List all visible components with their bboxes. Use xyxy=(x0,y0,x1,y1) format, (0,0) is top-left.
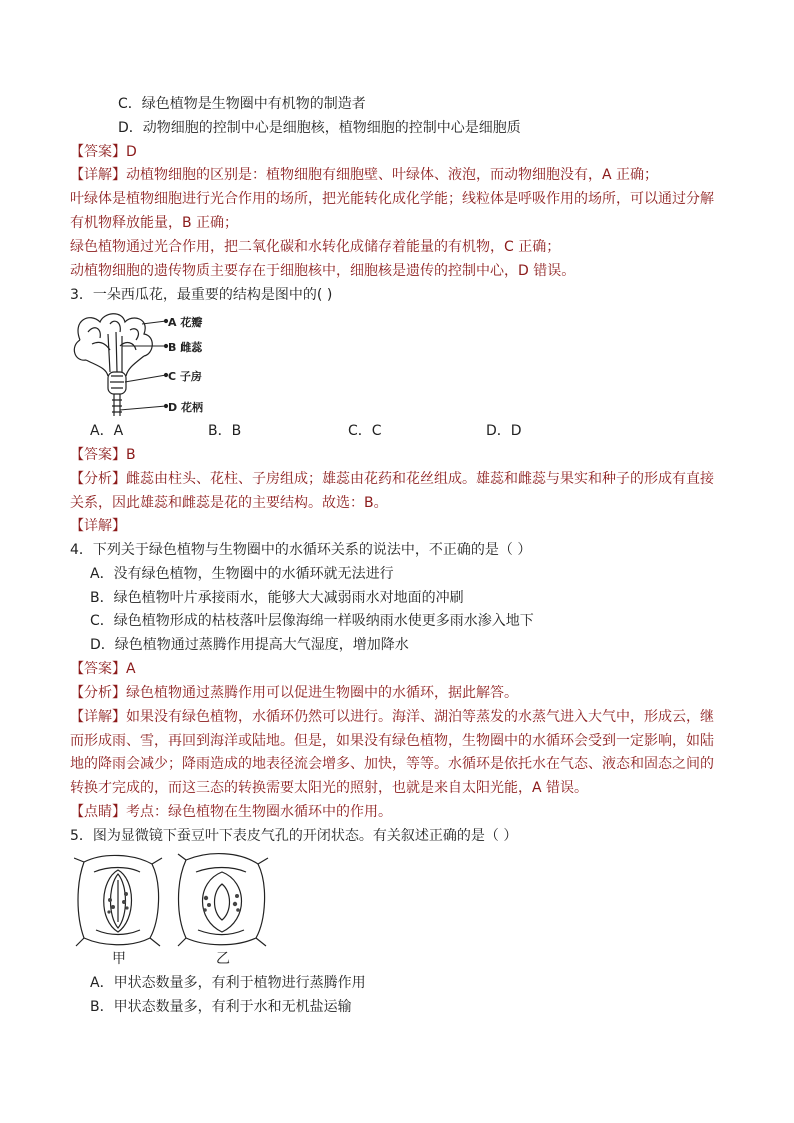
label-petal: A 花瓣 xyxy=(168,316,203,329)
q2-option-d: D．动物细胞的控制中心是细胞核，植物细胞的控制中心是细胞质 xyxy=(118,120,521,136)
q4-detail-line-2: 而形成雨、雪，再回到海洋或陆地。但是，如果没有绿色植物，生物圈中的水循环会受到一定影响，如陆 xyxy=(70,733,714,749)
q4-analysis xyxy=(70,683,518,703)
q5-option-b: B．甲状态数量多，有利于水和无机盐运输 xyxy=(90,999,352,1015)
q3-detail-tag: 【详解】 xyxy=(70,518,126,534)
answer-tag: 【答案】 xyxy=(70,447,126,463)
label-yi: 乙 xyxy=(216,951,230,967)
q2-answer xyxy=(70,142,137,162)
analysis-tag: 【分析】 xyxy=(70,685,126,701)
q3-option-d: D．D xyxy=(486,423,522,439)
label-stalk: D 花柄 xyxy=(168,401,203,414)
detail-text: 如果没有绿色植物，水循环仍然可以进行。海洋、湖泊等蒸发的水蒸气进入大气中，形成云，继 xyxy=(126,709,714,725)
q3-answer xyxy=(70,445,136,465)
q4-question: 4．下列关于绿色植物与生物圈中的水循环关系的说法中，不正确的是（ ） xyxy=(70,542,532,558)
answer-tag: 【答案】 xyxy=(70,144,126,160)
detail-text: 动植物细胞的区别是：植物细胞有细胞壁、叶绿体、液泡，而动物细胞没有，A 正确； xyxy=(126,167,659,183)
label-ovary: C 子房 xyxy=(168,370,202,383)
q2-detail-line-5: 动植物细胞的遗传物质主要存在于细胞核中，细胞核是遗传的控制中心，D 错误。 xyxy=(70,263,576,279)
q4-option-a: A．没有绿色植物，生物圈中的水循环就无法进行 xyxy=(90,566,394,582)
stomata-drawing xyxy=(74,850,274,950)
q4-detail-line-3: 地的降雨会减少；降雨造成的地表径流会增多、加快，等等。水循环是依托水在气态、液态和固态之间的 xyxy=(70,756,714,772)
analysis-text: 绿色植物通过蒸腾作用可以促进生物圈中的水循环，据此解答。 xyxy=(126,685,518,701)
q3-question: 3．一朵西瓜花，最重要的结构是图中的( ) xyxy=(70,287,333,303)
q2-detail-line-2: 叶绿体是植物细胞进行光合作用的场所，把光能转化成化学能；线粒体是呼吸作用的场所，可以通过分解 xyxy=(70,191,714,207)
q3-option-b: B．B xyxy=(208,423,242,439)
q4-detail-line-1 xyxy=(70,707,714,727)
detail-tag: 【详解】 xyxy=(70,709,126,725)
q2-detail-line-4: 绿色植物通过光合作用，把二氧化碳和水转化成储存着能量的有机物，C 正确； xyxy=(70,239,561,255)
q5-question: 5．图为显微镜下蚕豆叶下表皮气孔的开闭状态。有关叙述正确的是（ ） xyxy=(70,828,518,844)
q4-option-d: D．绿色植物通过蒸腾作用提高大气湿度，增加降水 xyxy=(90,637,409,653)
analysis-text: 雌蕊由柱头、花柱、子房组成；雄蕊由花药和花丝组成。雄蕊和雌蕊与果实和种子的形成有直接 xyxy=(126,471,714,487)
q3-option-a: A．A xyxy=(90,423,124,439)
q2-option-c: C．绿色植物是生物圈中有机物的制造者 xyxy=(118,96,366,112)
q4-detail-line-4: 转换才完成的，而这三态的转换需要太阳光的照射，也就是来自太阳光能，A 错误。 xyxy=(70,780,589,796)
q4-option-b: B．绿色植物叶片承接雨水，能够大大减弱雨水对地面的冲刷 xyxy=(90,590,464,606)
answer-value: D xyxy=(126,144,137,160)
q3-option-c: C．C xyxy=(348,423,382,439)
q4-answer xyxy=(70,659,136,679)
analysis-tag: 【分析】 xyxy=(70,471,126,487)
label-jia: 甲 xyxy=(112,951,126,967)
point-text: 考点：绿色植物在生物圈水循环中的作用。 xyxy=(126,804,392,820)
detail-tag: 【详解】 xyxy=(70,167,126,183)
answer-value: A xyxy=(126,661,136,677)
flower-diagram xyxy=(70,310,210,418)
q4-point xyxy=(70,802,392,822)
q3-analysis-line-2: 关系，因此雄蕊和雌蕊是花的主要结构。故选：B。 xyxy=(70,495,388,511)
label-pistil: B 雌蕊 xyxy=(168,341,203,354)
q5-option-a: A．甲状态数量多，有利于植物进行蒸腾作用 xyxy=(90,975,366,991)
stomata-diagram xyxy=(74,850,274,968)
point-tag: 【点睛】 xyxy=(70,804,126,820)
q2-detail-line-1 xyxy=(70,165,658,185)
q3-options xyxy=(0,421,794,441)
q3-analysis-line-1 xyxy=(70,469,714,489)
q2-detail-line-3: 有机物释放能量，B 正确； xyxy=(70,215,239,231)
answer-tag: 【答案】 xyxy=(70,661,126,677)
q4-option-c: C．绿色植物形成的枯枝落叶层像海绵一样吸纳雨水使更多雨水渗入地下 xyxy=(90,613,534,629)
answer-value: B xyxy=(126,447,136,463)
